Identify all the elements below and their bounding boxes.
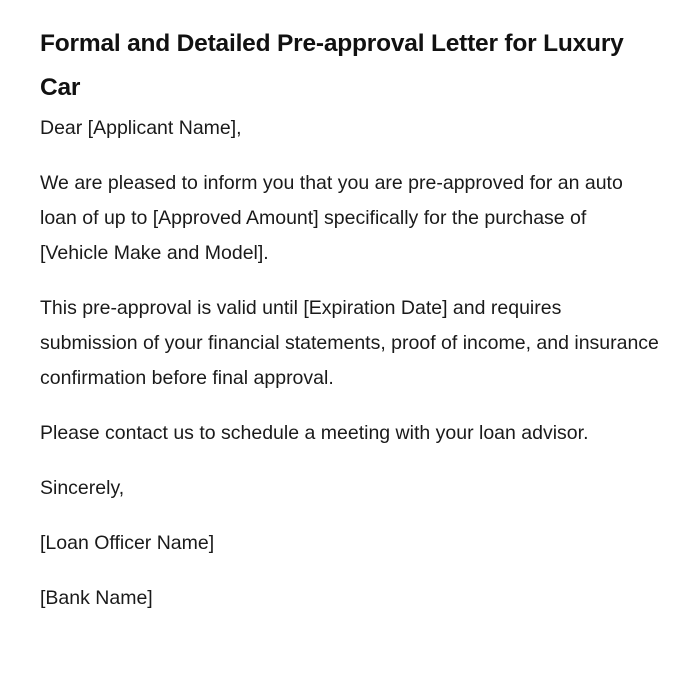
signature-bank: [Bank Name] (40, 587, 153, 609)
paragraph-contact: Please contact us to schedule a meeting with your loan advisor. (40, 422, 589, 444)
letter-title: Formal and Detailed Pre-approval Letter for Luxury Car (40, 30, 624, 101)
paragraph-validity: This pre-approval is valid until [Expiration Date] and requires submission of your financial statements, proof of income, and insurance confirmation before final approval. (40, 297, 659, 389)
paragraph-preapproval: We are pleased to inform you that you are pre-approved for an auto loan of up to [Approved Amount] specifically for the purchase of [Vehicle Make and Model]. (40, 172, 623, 264)
greeting: Dear [Applicant Name], (40, 117, 242, 139)
closing: Sincerely, (40, 477, 125, 499)
signature-officer: [Loan Officer Name] (40, 532, 215, 554)
